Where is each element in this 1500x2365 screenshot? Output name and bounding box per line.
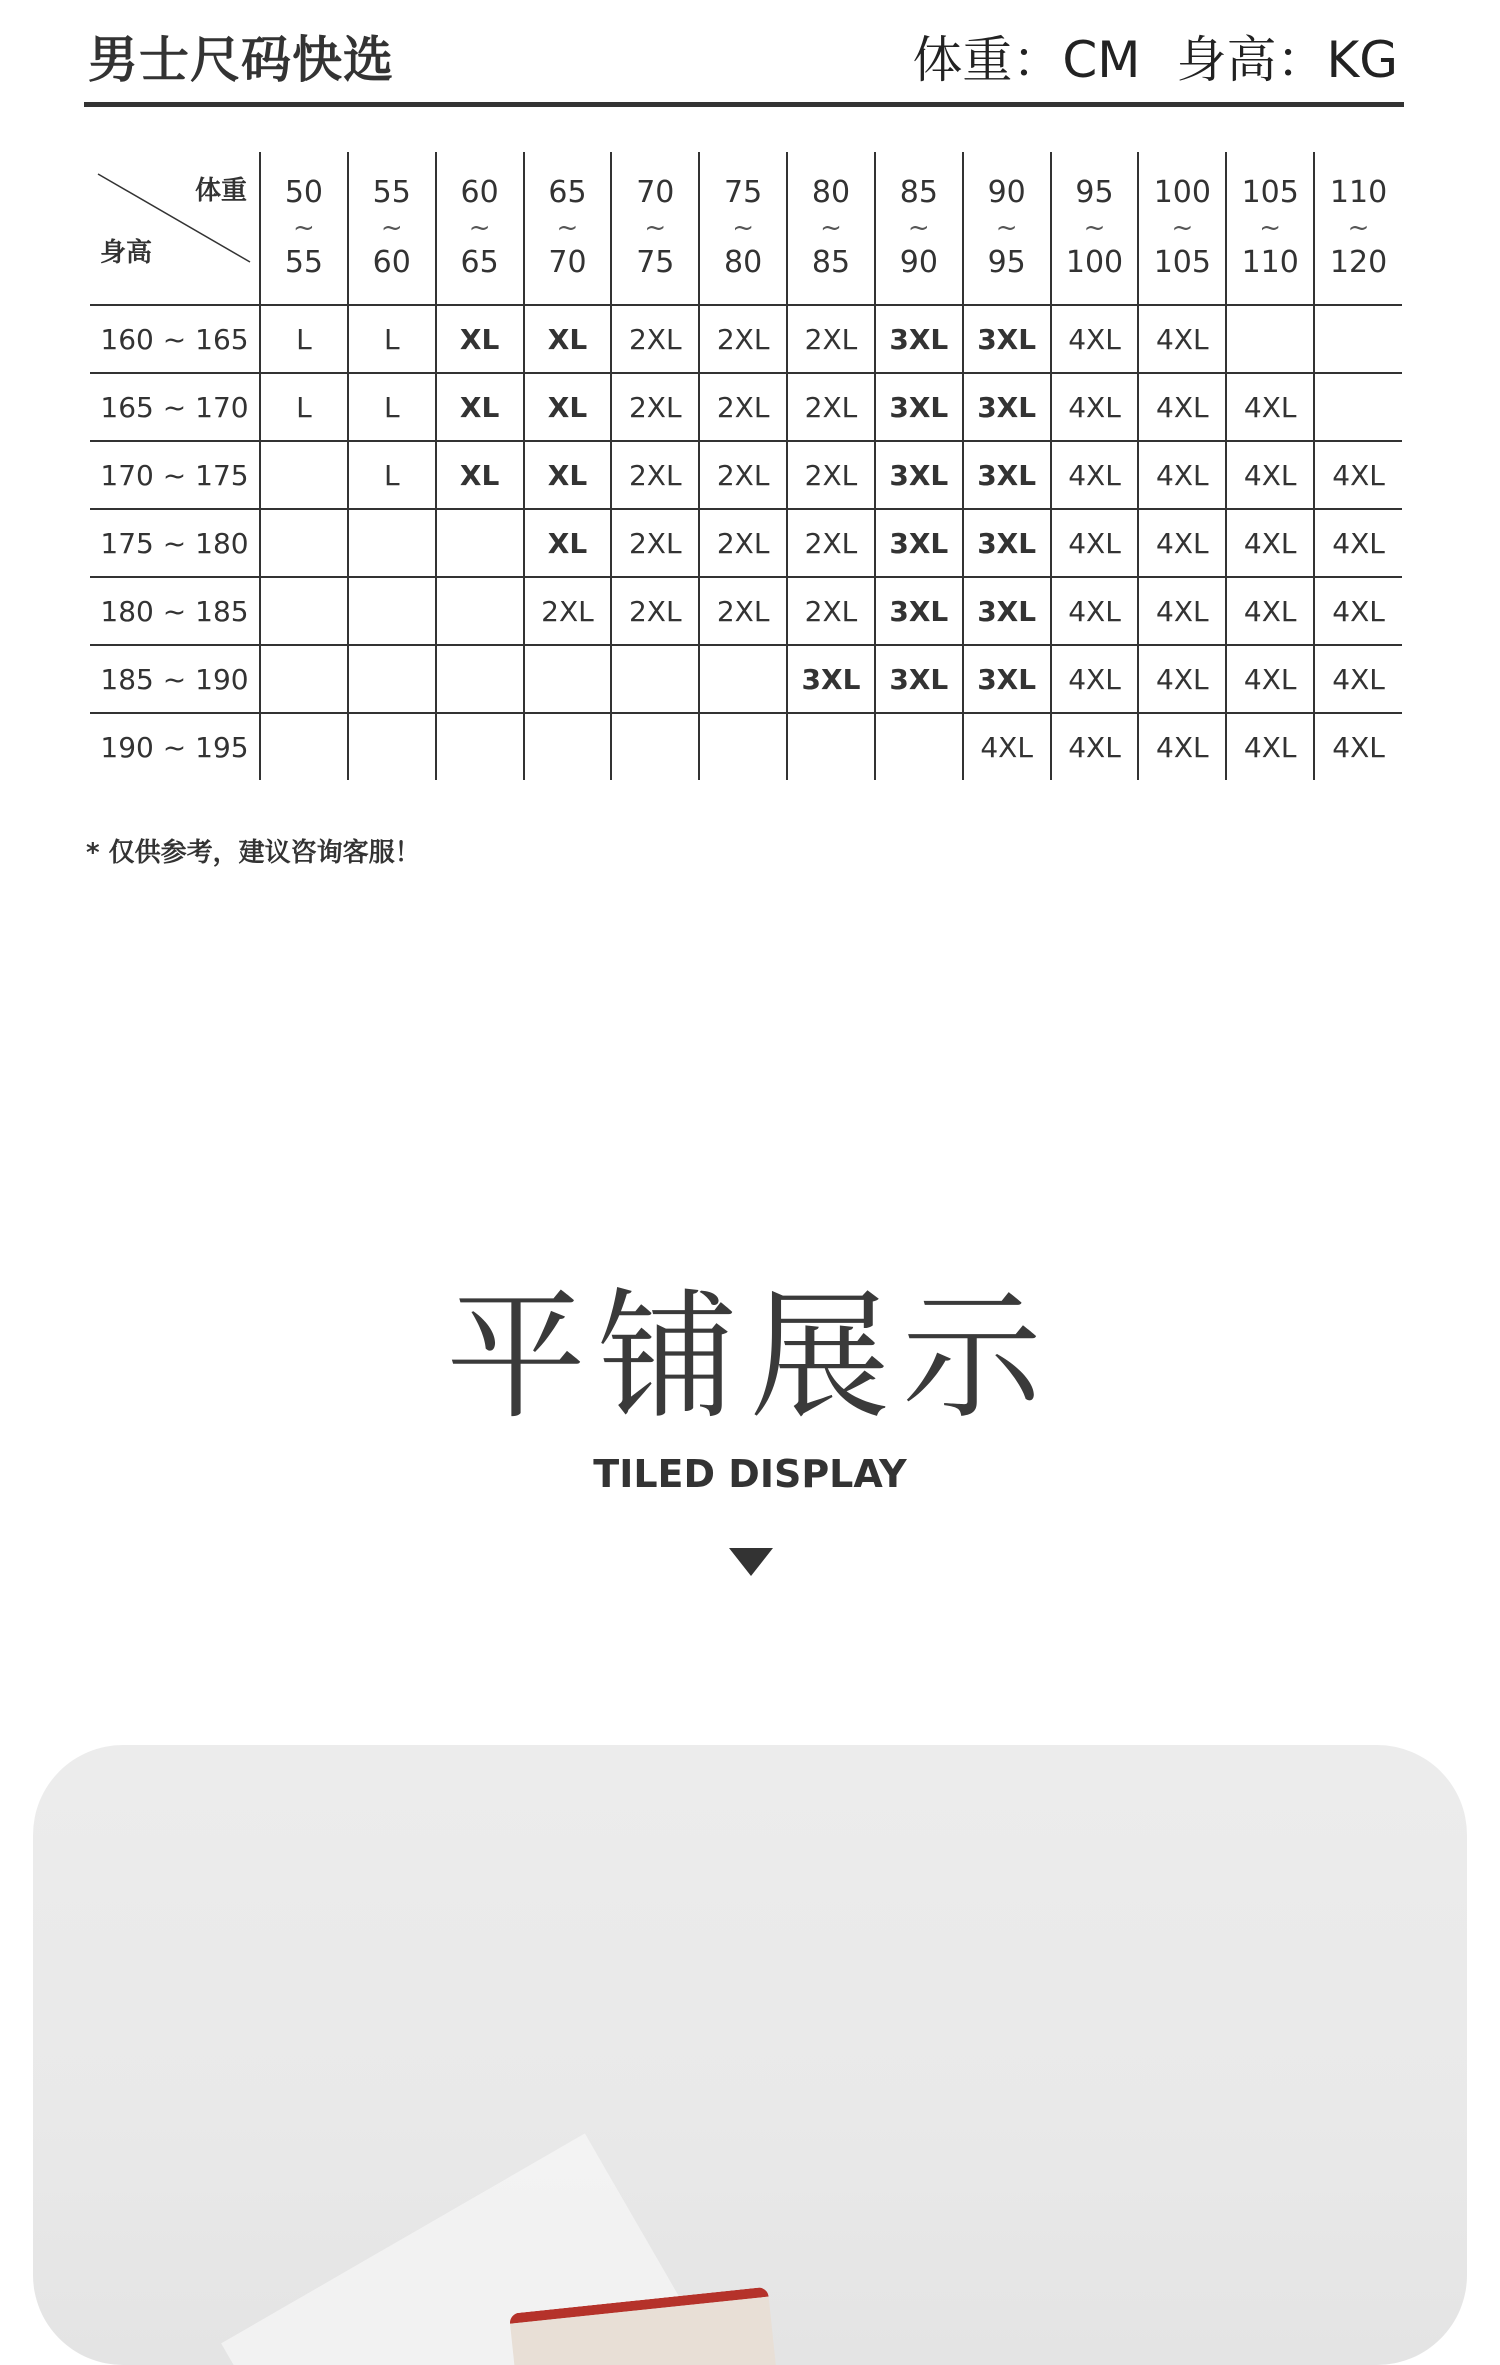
weight-range-label [525,175,611,281]
weight-range-header [1226,152,1314,305]
height-range-cell: 190 ~ 195 [100,730,249,764]
weight-range-from: 110 [1329,175,1388,210]
weight-range-label [1139,175,1225,281]
weight-range-from: 80 [811,175,851,210]
weight-range-header [699,152,787,305]
size-cell [436,645,524,713]
table-row [90,509,1402,577]
size-cell: 4XL [1138,577,1226,645]
size-cell: 4XL [1314,577,1402,645]
weight-range-to: 75 [636,245,675,280]
size-cell: 4XL [1051,441,1139,509]
tilde-separator: ~ [732,213,755,243]
size-cell: XL [436,305,524,373]
section-subtitle: TILED DISPLAY [593,1452,907,1496]
weight-range-to: 110 [1241,245,1299,280]
size-cell: 4XL [1314,441,1402,509]
weight-range-label [261,175,347,281]
size-cell: 2XL [524,577,612,645]
size-cell: 3XL [963,577,1051,645]
size-cell: XL [524,441,612,509]
tilde-separator: ~ [820,213,842,243]
size-cell [699,645,787,713]
size-cell: 2XL [787,373,875,441]
size-cell: 2XL [699,373,787,441]
size-cell [348,509,436,577]
section-title: 平铺展示 [445,1276,1054,1439]
size-cell: 4XL [1138,645,1226,713]
table-row [90,577,1402,645]
tilde-separator: ~ [907,213,930,243]
size-cell: 2XL [611,441,699,509]
size-cell: L [348,373,436,441]
size-cell: 2XL [699,305,787,373]
size-cell [875,713,963,780]
tilde-separator: ~ [293,213,315,243]
tilde-separator: ~ [1083,213,1106,243]
size-cell: 4XL [1226,373,1314,441]
height-range-cell: 170 ~ 175 [90,441,260,509]
weight-range-to: 65 [460,245,499,280]
tilde-separator: ~ [995,213,1018,243]
size-cell [524,713,612,780]
size-cell: 3XL [963,373,1051,441]
height-range-cell: 180 ~ 185 [90,577,260,645]
weight-range-header [611,152,699,305]
size-cell [1226,305,1314,373]
size-cell: 3XL [875,577,963,645]
size-cell: 2XL [787,441,875,509]
weight-range-header [524,152,612,305]
weight-range-to: 105 [1153,245,1211,280]
size-cell: 4XL [1226,509,1314,577]
weight-range-from: 100 [1153,175,1211,210]
height-unit-label: 身高：KG [1176,31,1398,89]
size-cell [348,577,436,645]
size-cell [260,577,348,645]
size-cell: 2XL [611,577,699,645]
weight-range-label [1315,175,1402,281]
size-cell: 4XL [1226,441,1314,509]
weight-range-header [260,152,348,305]
size-cell: 3XL [875,509,963,577]
weight-range-to: 60 [372,245,411,280]
size-cell [260,713,348,780]
size-cell: 4XL [1051,713,1139,780]
weight-range-label [437,175,523,281]
size-guide-header [84,14,1404,106]
size-cell: L [260,305,348,373]
size-cell: 3XL [875,441,963,509]
size-cell: XL [436,441,524,509]
weight-range-label [964,175,1050,281]
weight-range-header [1314,152,1402,305]
weight-range-from: 55 [372,175,411,210]
size-cell: 4XL [1051,577,1139,645]
size-cell: 3XL [963,509,1051,577]
weight-range-from: 60 [460,175,499,210]
weight-range-header [436,152,524,305]
size-cell: 2XL [787,509,875,577]
corner-cell [90,152,260,305]
weight-range-header [787,152,875,305]
unit-legend [912,20,1398,92]
size-cell: 3XL [875,373,963,441]
size-guide-title: 男士尺码快选 [88,31,394,89]
size-cell: 4XL [1138,305,1226,373]
weight-range-from: 50 [284,175,324,210]
tilde-separator: ~ [644,213,667,243]
size-cell [260,441,348,509]
weight-range-from: 95 [1075,175,1114,210]
size-cell [611,645,699,713]
weight-range-label [876,175,962,281]
weight-range-header [1138,152,1226,305]
tilde-separator: ~ [1171,213,1194,243]
product-photo [33,1745,1467,2365]
weight-range-label [612,175,698,281]
size-cell: 4XL [1226,713,1314,780]
weight-range-header [875,152,963,305]
weight-range-header [1051,152,1139,305]
weight-range-to: 70 [548,245,587,280]
size-chart-table [90,152,1402,780]
weight-unit-label: 体重：CM [912,31,1141,89]
table-row [90,645,1402,713]
size-cell: XL [524,509,612,577]
header-divider [84,102,1404,107]
tilde-separator: ~ [1347,213,1370,243]
size-cell: 4XL [1138,373,1226,441]
weight-range-from: 65 [548,175,587,210]
size-cell: L [260,373,348,441]
size-cell: 3XL [963,645,1051,713]
weight-range-to: 120 [1329,245,1388,280]
weight-range-label [349,175,435,281]
weight-range-label [1227,175,1313,281]
weight-range-to: 100 [1065,245,1124,280]
size-cell: 4XL [1314,713,1402,780]
size-cell: 4XL [1051,509,1139,577]
size-cell: 4XL [1138,441,1226,509]
size-cell: XL [436,373,524,441]
size-cell [1314,305,1402,373]
size-cell: L [348,441,436,509]
size-cell: 4XL [1314,509,1402,577]
size-cell: 2XL [787,577,875,645]
weight-range-from: 105 [1241,175,1299,210]
tilde-separator: ~ [556,213,579,243]
height-range-cell: 165 ~ 170 [90,373,260,441]
table-row [90,441,1402,509]
size-cell: 3XL [875,645,963,713]
tilde-separator: ~ [380,213,403,243]
size-cell [260,645,348,713]
height-range-cell: 185 ~ 190 [90,645,260,713]
corner-height-label: 身高 [100,238,153,268]
weight-range-to: 55 [284,245,324,280]
weight-range-to: 95 [987,245,1026,280]
table-row [90,305,1402,373]
size-cell [524,645,612,713]
size-cell: L [348,305,436,373]
size-cell: 4XL [1138,509,1226,577]
height-range-cell: 175 ~ 180 [90,509,260,577]
size-cell: 2XL [611,509,699,577]
size-cell [260,509,348,577]
size-cell [1314,373,1402,441]
size-cell: XL [524,305,612,373]
size-cell: 2XL [699,577,787,645]
size-cell: 2XL [699,441,787,509]
size-cell [436,509,524,577]
size-cell: 2XL [611,373,699,441]
weight-header-row [90,152,1402,305]
weight-range-to: 80 [724,245,763,280]
size-cell [699,713,787,780]
weight-range-header [348,152,436,305]
weight-range-header [963,152,1051,305]
size-chart-body [90,305,1402,780]
size-cell: 3XL [875,305,963,373]
weight-range-label [788,175,874,281]
size-cell [611,713,699,780]
size-cell: 2XL [787,305,875,373]
size-cell [348,645,436,713]
height-range-cell: 160 ~ 165 [90,305,260,373]
size-cell: 3XL [963,305,1051,373]
corner-weight-label: 体重 [194,176,247,206]
weight-range-label [700,175,786,281]
size-cell: 3XL [963,441,1051,509]
weight-range-from: 70 [636,175,675,210]
weight-range-from: 75 [724,175,763,210]
size-cell: 4XL [1226,577,1314,645]
size-cell: 4XL [1051,305,1139,373]
table-row [90,373,1402,441]
size-cell: 4XL [1314,645,1402,713]
size-cell: 2XL [699,509,787,577]
size-cell: 4XL [1138,713,1226,780]
weight-range-to: 85 [811,245,851,280]
size-cell [348,713,436,780]
size-cell: 4XL [963,713,1051,780]
size-cell: 4XL [1051,373,1139,441]
weight-range-from: 90 [987,175,1026,210]
size-cell: 3XL [787,645,875,713]
size-cell [436,713,524,780]
weight-range-label [1052,175,1138,281]
size-cell: 4XL [1226,645,1314,713]
size-cell: XL [524,373,612,441]
weight-range-to: 90 [899,245,938,280]
tilde-separator: ~ [468,213,491,243]
tilde-separator: ~ [1259,213,1282,243]
size-cell: 4XL [1051,645,1139,713]
triangle-down-icon [729,1548,773,1576]
reference-note: * 仅供参考，建议咨询客服！ [86,838,421,868]
size-cell [787,713,875,780]
size-cell [436,577,524,645]
weight-range-from: 85 [899,175,938,210]
table-row [90,713,1402,780]
size-cell: 2XL [611,305,699,373]
